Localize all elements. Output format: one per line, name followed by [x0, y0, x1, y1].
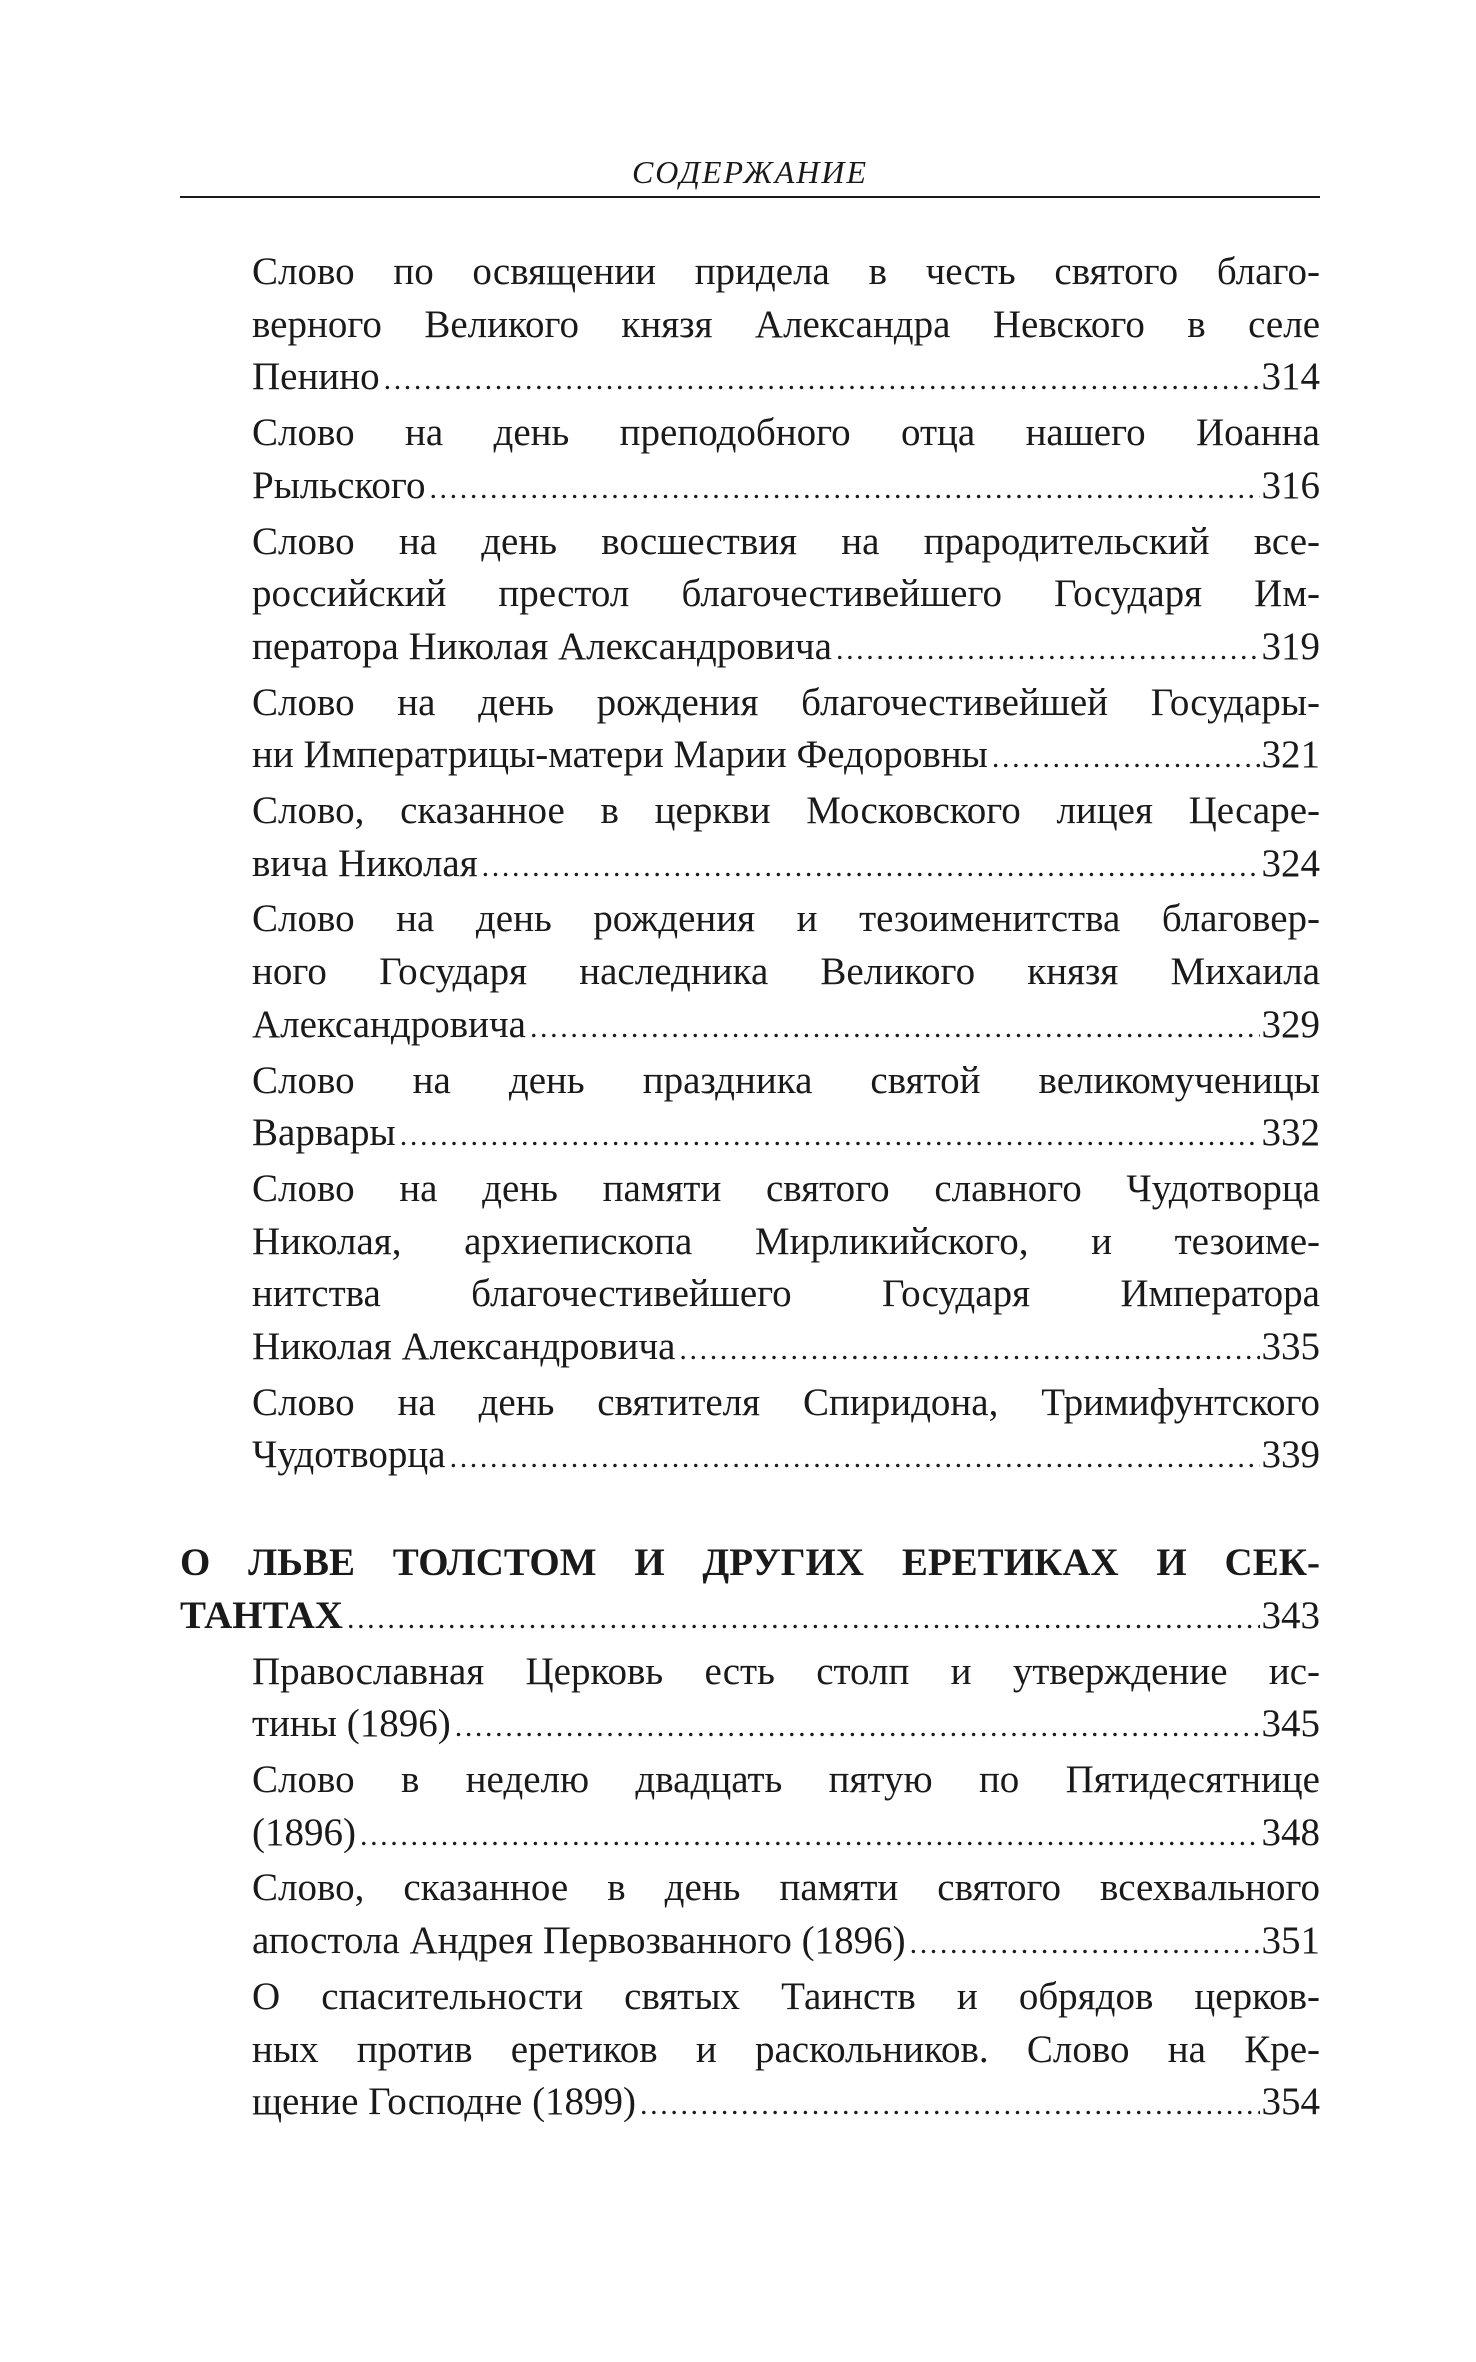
toc-entry-line: Варвары [252, 1111, 396, 1155]
toc-entry[interactable] [180, 1377, 1320, 1485]
toc-entry-line: Слово на день святителя Спиридона, Тримифунтского [252, 1380, 1320, 1424]
toc-entry-line: ператора Николая Александровича [252, 624, 832, 668]
toc-entry-last-line [252, 1915, 1320, 1971]
toc-section-entry[interactable] [180, 1537, 1320, 1645]
page-number: 329 [1261, 1002, 1320, 1046]
toc-entry-line: Пенино [252, 355, 380, 399]
page-number: 339 [1261, 1433, 1320, 1477]
dot-leader [530, 1002, 1260, 1055]
page-number: 335 [1261, 1325, 1320, 1369]
toc-entry-line: О спасительности святых Таинств и обрядов церков- [252, 1974, 1320, 2018]
toc-entry-last-line [252, 621, 1320, 677]
page-number: 324 [1261, 841, 1320, 885]
header-rule [180, 196, 1320, 198]
page-number: 316 [1261, 463, 1320, 507]
toc-entry-line: Слово на день праздника святой великомученицы [252, 1058, 1320, 1102]
toc-entry[interactable] [180, 893, 1320, 1054]
toc-entry-line: Николая Александровича [252, 1325, 676, 1369]
dot-leader [992, 732, 1260, 785]
running-head: СОДЕРЖАНИЕ [631, 154, 869, 190]
toc-entry-line: О ЛЬВЕ ТОЛСТОМ И ДРУГИХ ЕРЕТИКАХ И СЕК- [180, 1541, 1320, 1585]
dot-leader [910, 1918, 1260, 1971]
toc-entry-last-line [252, 838, 1320, 894]
toc-entry-line: вича Николая [252, 841, 478, 885]
toc-entry-line: Слово на день рождения и тезоименитства благовер- [252, 897, 1320, 941]
toc-entry-line: верного Великого князя Александра Невского в селе [252, 302, 1320, 346]
dot-leader [400, 1110, 1260, 1163]
toc-entry-line: апостола Андрея Первозванного (1896) [252, 1919, 906, 1963]
toc-entry-line: Александровича [252, 1002, 526, 1046]
section-spacer [180, 1485, 1320, 1537]
dot-leader [640, 2079, 1259, 2132]
toc-entry-last-line [252, 999, 1320, 1055]
dot-leader [347, 1593, 1260, 1646]
toc-entry[interactable] [180, 1971, 1320, 2132]
toc-entry[interactable] [180, 1862, 1320, 1970]
page-number: 354 [1261, 2080, 1320, 2124]
toc-entry-line: Православная Церковь есть столп и утверждение ис- [252, 1649, 1320, 1693]
toc-entry-line: Слово на день рождения благочестивейшей Государы- [252, 680, 1320, 724]
toc-entry[interactable] [180, 246, 1320, 407]
dot-leader [482, 841, 1260, 894]
toc-entry[interactable] [180, 516, 1320, 677]
toc-group-heretics [180, 1646, 1320, 2132]
page-number: 348 [1261, 1810, 1320, 1854]
dot-leader [455, 1701, 1260, 1754]
dot-leader [429, 463, 1259, 516]
dot-leader [450, 1432, 1260, 1485]
toc-entry-line: щение Господне (1899) [252, 2080, 637, 2124]
dot-leader [679, 1324, 1259, 1377]
dot-leader [836, 624, 1260, 677]
page-number: 343 [1261, 1593, 1320, 1637]
toc-entry-last-line [252, 351, 1320, 407]
toc-entry[interactable] [180, 1646, 1320, 1754]
toc-entry-last-line [252, 1807, 1320, 1863]
toc-entry-last-line [252, 1429, 1320, 1485]
toc-entry-line: Рыльского [252, 463, 426, 507]
toc-entry-line: Чудотворца [252, 1433, 446, 1477]
toc-entry-last-line [252, 1321, 1320, 1377]
toc-entry-last-line [180, 1590, 1320, 1646]
toc-entry[interactable] [180, 1055, 1320, 1163]
dot-leader [384, 354, 1260, 407]
toc-entry-line: Николая, архиепископа Мирликийского, и тезоиме- [252, 1219, 1320, 1263]
toc-entry-line: Слово на день преподобного отца нашего Иоанна [252, 411, 1320, 455]
toc-entry-last-line [252, 2076, 1320, 2132]
toc-entry[interactable] [180, 785, 1320, 893]
toc-entry-last-line [252, 729, 1320, 785]
toc-entry-line: ного Государя наследника Великого князя Михаила [252, 950, 1320, 994]
page-number: 314 [1261, 355, 1320, 399]
toc-entry-line: ных против еретиков и раскольников. Слово на Кре- [252, 2027, 1320, 2071]
toc-entry-line: Слово в неделю двадцать пятую по Пятидесятнице [252, 1757, 1320, 1801]
toc-entry-line: Слово по освящении придела в честь святого благо- [252, 250, 1320, 293]
toc-group-sermons [180, 246, 1320, 1485]
page-number: 321 [1261, 733, 1320, 777]
page-number: 351 [1261, 1919, 1320, 1963]
toc-entry-line: нитства благочестивейшего Государя Императора [252, 1272, 1320, 1316]
page-number: 332 [1261, 1111, 1320, 1155]
toc-entry-line: тины (1896) [252, 1702, 451, 1746]
toc-entry-line: (1896) [252, 1810, 356, 1854]
toc-entry[interactable] [180, 1754, 1320, 1862]
toc-entry-line: Слово, сказанное в церкви Московского лицея Цесаре- [252, 789, 1320, 833]
page-number: 345 [1261, 1702, 1320, 1746]
toc-entry[interactable] [180, 1163, 1320, 1377]
toc-entry[interactable] [180, 677, 1320, 785]
toc-entry[interactable] [180, 407, 1320, 515]
table-of-contents [180, 246, 1320, 2132]
toc-section-heading [180, 1537, 1320, 1645]
toc-entry-line: Слово на день памяти святого славного Чудотворца [252, 1166, 1320, 1210]
page-number: 319 [1261, 624, 1320, 668]
toc-entry-line: ТАНТАХ [180, 1593, 343, 1637]
toc-entry-line: Слово на день восшествия на прародительский все- [252, 519, 1320, 563]
toc-entry-line: ни Императрицы-матери Марии Федоровны [252, 733, 988, 777]
toc-entry-last-line [252, 1698, 1320, 1754]
toc-entry-last-line [252, 1107, 1320, 1163]
toc-entry-last-line [252, 460, 1320, 516]
toc-entry-line: российский престол благочестивейшего Государя Им- [252, 572, 1320, 616]
dot-leader [360, 1810, 1260, 1863]
toc-entry-line: Слово, сказанное в день памяти святого всехвального [252, 1866, 1320, 1910]
